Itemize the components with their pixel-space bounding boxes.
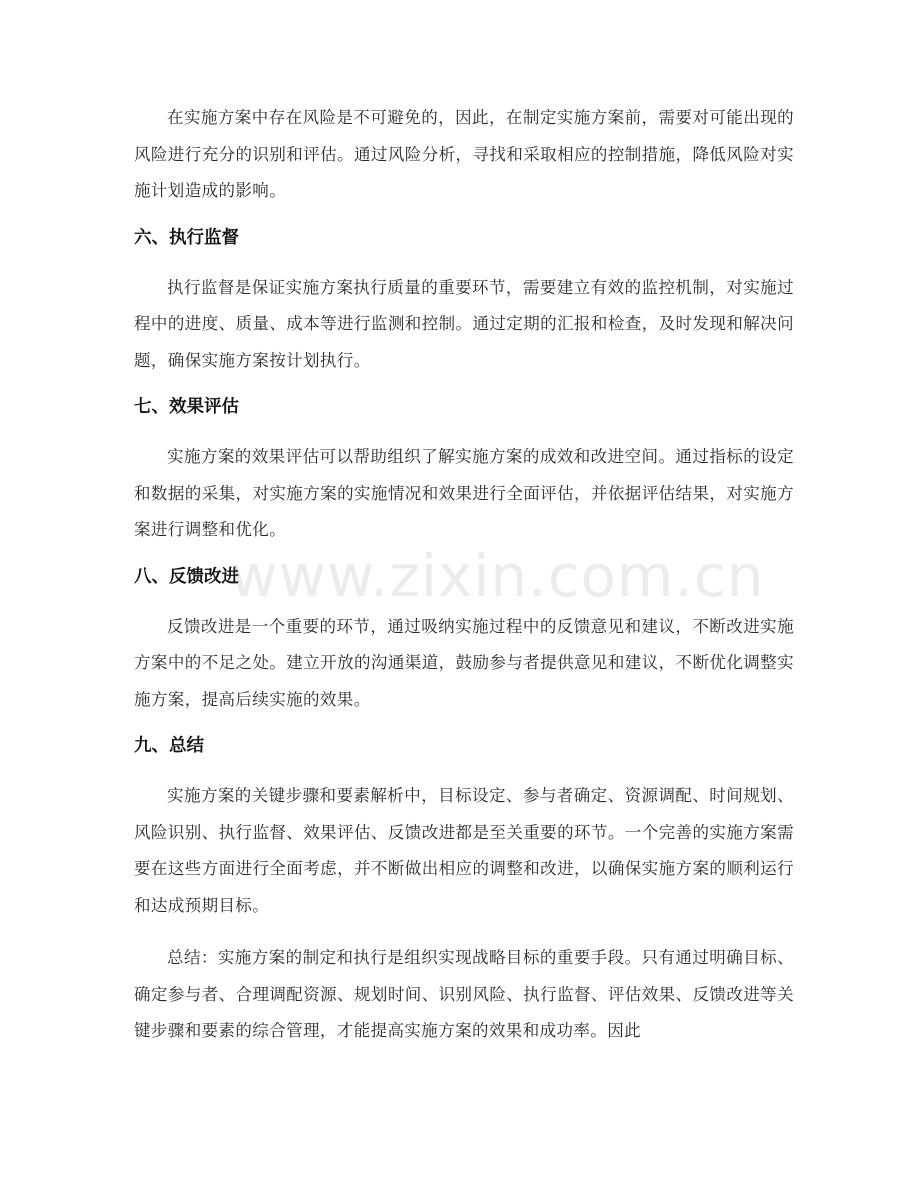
document-body (134, 100, 794, 1050)
section-heading-effect-evaluation: 七、效果评估 (134, 397, 239, 417)
paragraph-execution-supervision: 执行监督是保证实施方案执行质量的重要环节，需要建立有效的监控机制，对实施过程中的进度、质量、成本等进行监测和控制。通过定期的汇报和检查，及时发现和解决问题，确保实施方案按计划执行。 (134, 277, 794, 370)
paragraph-conclusion: 总结：实施方案的制定和执行是组织实现战略目标的重要手段。只有通过明确目标、确定参与者、合理调配资源、规划时间、识别风险、执行监督、评估效果、反馈改进等关键步骤和要素的综合管理，才能提高实施方案的效果和成功率。因此 (134, 948, 794, 1040)
section-heading-feedback-improvement: 八、反馈改进 (134, 566, 239, 587)
paragraph-risk-intro: 在实施方案中存在风险是不可避免的，因此，在制定实施方案前，需要对可能出现的风险进行充分的识别和评估。通过风险分析，寻找和采取相应的控制措施，降低风险对实施计划造成的影响。 (134, 108, 794, 200)
section-heading-summary: 九、总结 (134, 736, 204, 756)
paragraph-feedback-improvement: 反馈改进是一个重要的环节，通过吸纳实施过程中的反馈意见和建议，不断改进实施方案中的不足之处。建立开放的沟通渠道，鼓励参与者提供意见和建议，不断优化调整实施方案，提高后续实施的效果。 (134, 616, 794, 709)
paragraph-effect-evaluation: 实施方案的效果评估可以帮助组织了解实施方案的成效和改进空间。通过指标的设定和数据的采集，对实施方案的实施情况和效果进行全面评估，并依据评估结果，对实施方案进行调整和优化。 (134, 447, 794, 539)
watermark-text: www.zixin.com.cn (230, 542, 765, 610)
paragraph-summary: 实施方案的关键步骤和要素解析中，目标设定、参与者确定、资源调配、时间规划、风险识别、执行监督、效果评估、反馈改进都是至关重要的环节。一个完善的实施方案需要在这些方面进行全面考虑，并不断做出相应的调整和改进，以确保实施方案的顺利运行和达成预期目标。 (134, 786, 794, 915)
section-heading-execution-supervision: 六、执行监督 (134, 227, 239, 248)
